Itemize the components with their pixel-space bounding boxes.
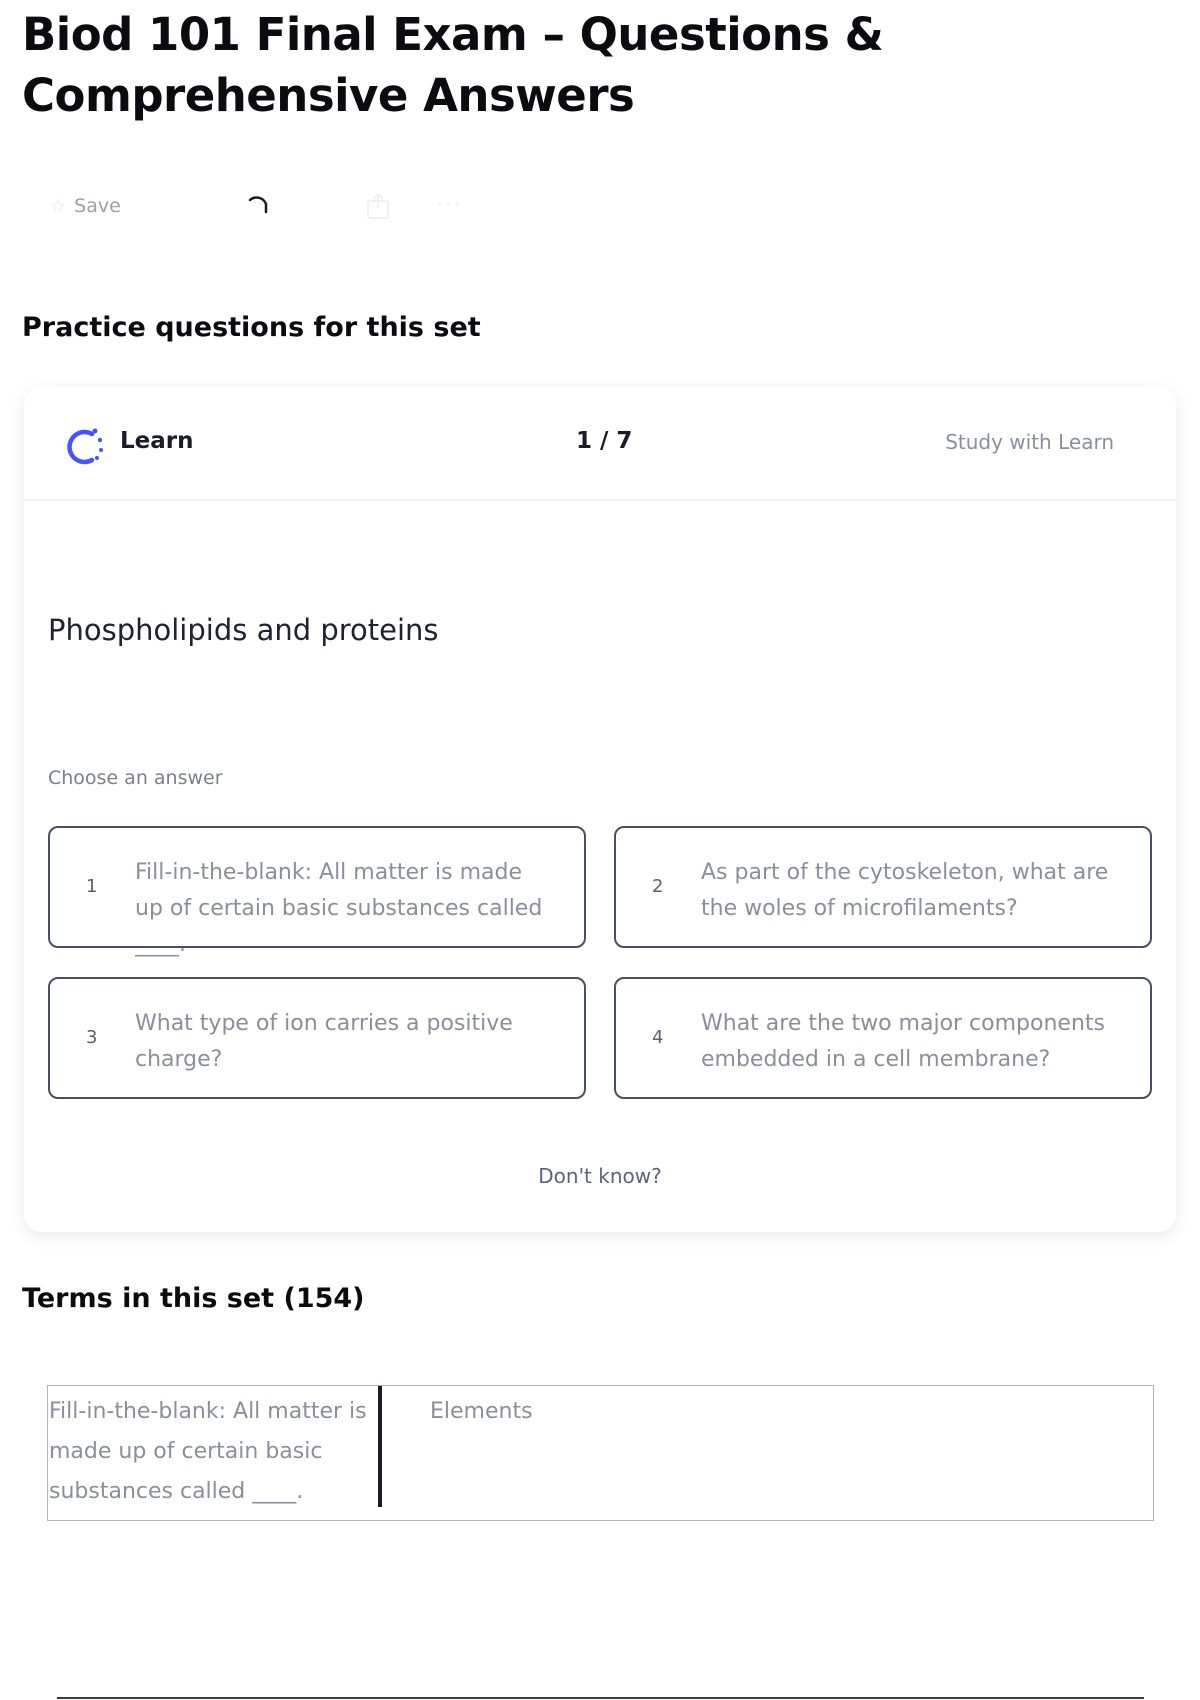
dont-know-button[interactable]: Don't know? <box>538 1164 662 1188</box>
set-toolbar <box>50 188 490 224</box>
learn-card-header <box>24 387 1176 501</box>
save-button[interactable] <box>50 188 121 224</box>
terms-heading: Terms in this set (154) <box>22 1283 365 1314</box>
answer-option-1[interactable] <box>48 826 586 957</box>
page-title: Biod 101 Final Exam – Questions & Comprehensive Answers <box>22 8 884 122</box>
practice-questions-heading: Practice questions for this set <box>22 312 481 343</box>
footer-divider <box>57 1697 1144 1699</box>
share-icon[interactable] <box>363 191 393 221</box>
spinner-icon <box>244 192 272 220</box>
option-text: As part of the cytoskeleton, what are the woles of microfilaments? <box>701 860 1109 921</box>
option-number: 3 <box>86 1027 98 1048</box>
learn-card <box>24 387 1176 1232</box>
answer-option-4[interactable] <box>614 977 1152 1099</box>
choose-answer-label: Choose an answer <box>48 767 223 789</box>
question-prompt: Phospholipids and proteins <box>48 613 439 647</box>
more-options-button[interactable]: ··· <box>436 193 463 218</box>
option-text: What are the two major components embedded in a cell membrane? <box>701 1011 1105 1072</box>
definition-text: Elements <box>430 1399 533 1424</box>
answer-option-2[interactable] <box>614 826 1152 948</box>
study-with-learn-link[interactable]: Study with Learn <box>945 430 1114 454</box>
option-number: 4 <box>652 1027 664 1048</box>
question-progress: 1 / 7 <box>576 428 633 454</box>
answer-option-3[interactable] <box>48 977 586 1099</box>
save-label: Save <box>74 195 121 217</box>
option-number: 2 <box>652 876 664 897</box>
term-text: Fill-in-the-blank: All matter is made up of certain basic substances called ____. <box>49 1399 367 1504</box>
star-icon: ☆ <box>50 195 67 217</box>
option-text: Fill-in-the-blank: All matter is made up of certain basic substances called ____. <box>135 860 543 957</box>
term-divider <box>378 1386 382 1507</box>
learn-mode-label: Learn <box>120 428 194 454</box>
term-card <box>47 1385 1154 1521</box>
learn-mode-icon <box>62 425 106 469</box>
option-number: 1 <box>86 876 98 897</box>
option-text: What type of ion carries a positive charge? <box>135 1011 513 1072</box>
